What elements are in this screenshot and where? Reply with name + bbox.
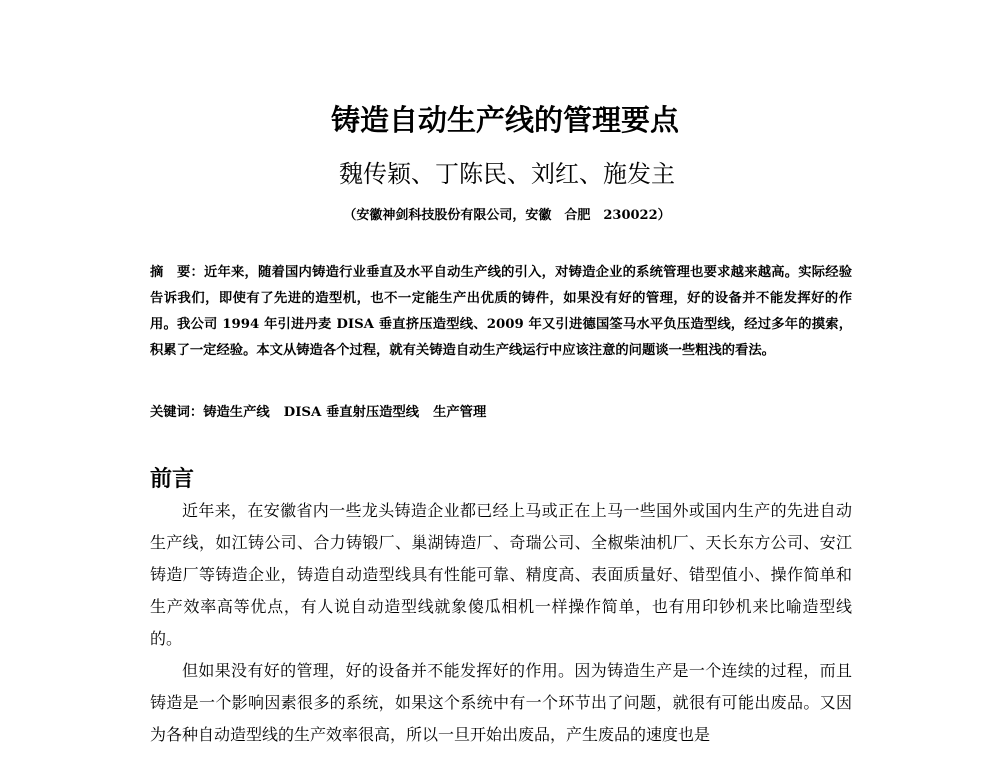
- affiliation: （安徽神剑科技股份有限公司，安徽 合肥 230022）: [343, 208, 671, 223]
- keyword-item: 铸造生产线: [203, 405, 270, 420]
- paper-title: 铸造自动生产线的管理要点: [330, 103, 679, 137]
- keywords: [150, 400, 852, 426]
- abstract-text: 近年来，随着国内铸造行业垂直及水平自动生产线的引入，对铸造企业的系统管理也要求越来越高。实际经验告诉我们，即使有了先进的造型机，也不一定能生产出优质的铸件，如果没有好的管理，好的设备并不能发挥好的作用。我公司 1994 年引进丹麦 DISA 垂直挤压造型线、2009 年又引进德国筌马水平负压造型线，经过多年的摸索，积累了一定经验。本文从铸造各个过程，就有关铸造自动生产线运行中应该注意的问题谈一些粗浅的看法。: [150, 265, 853, 358]
- section-heading: 前言: [150, 466, 195, 492]
- body-paragraph: 近年来，在安徽省内一些龙头铸造企业都已经上马或正在上马一些国外或国内生产的先进自动生产线，如江铸公司、合力铸锻厂、巢湖铸造厂、奇瑞公司、全椒柴油机厂、天长东方公司、安江铸造厂等铸造企业，铸造自动造型线具有性能可靠、精度高、表面质量好、错型值小、操作简单和生产效率高等优点，有人说自动造型线就象傻瓜相机一样操作简单，也有用印钞机来比喻造型线的。: [150, 501, 852, 648]
- author-list: 魏传颖、丁陈民、刘红、施发主: [339, 160, 675, 188]
- body-paragraph: 但如果没有好的管理，好的设备并不能发挥好的作用。因为铸造生产是一个连续的过程，而且铸造是一个影响因素很多的系统，如果这个系统中有一个环节出了问题，就很有可能出废品。又因为各种自动造型线的生产效率很高，所以一旦开始出废品，产生废品的速度也是: [150, 661, 852, 744]
- keywords-label: 关键词：: [150, 405, 204, 420]
- section-body: [150, 495, 852, 751]
- abstract: [150, 260, 852, 364]
- abstract-label: 摘 要：: [150, 265, 205, 280]
- keyword-item: DISA 垂直射压造型线: [283, 405, 420, 420]
- keyword-item: 生产管理: [433, 405, 487, 420]
